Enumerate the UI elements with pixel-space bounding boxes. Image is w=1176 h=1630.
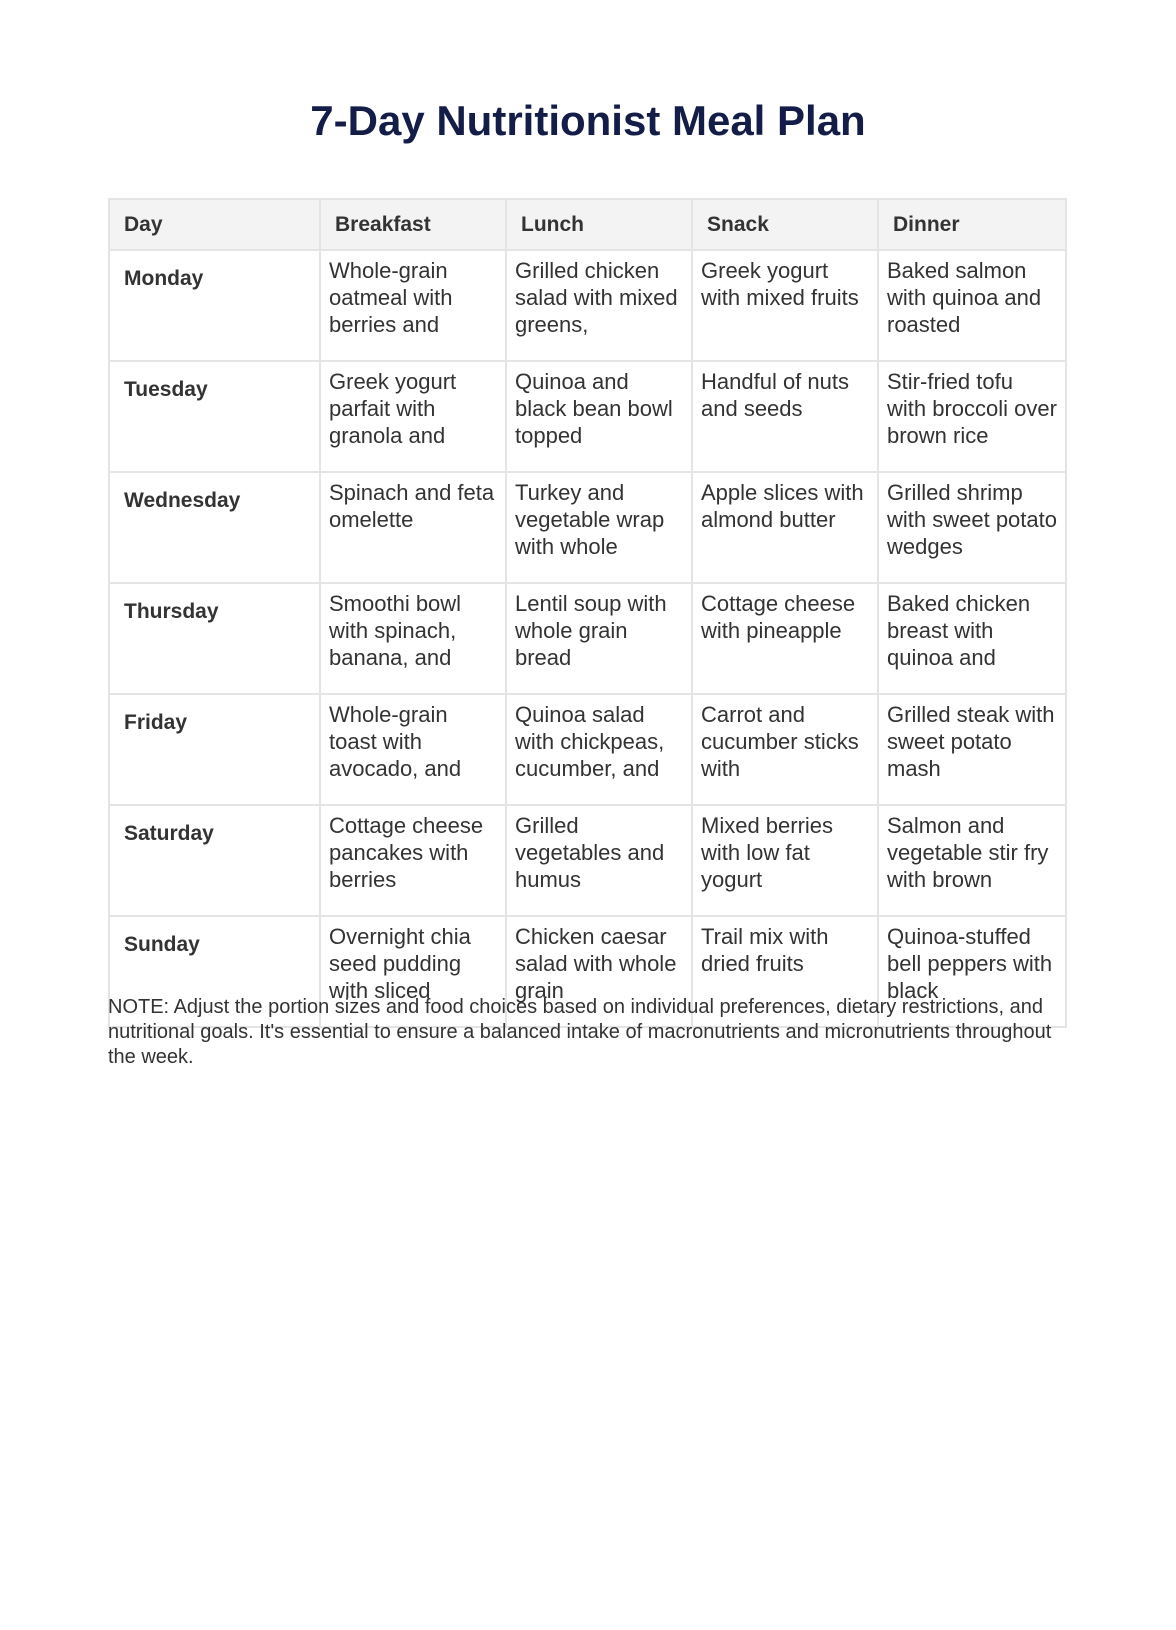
cell-text: Handful of nuts and seeds (701, 369, 849, 421)
lunch-cell (506, 583, 692, 694)
day-cell: Monday (109, 250, 320, 361)
column-header-snack: Snack (692, 199, 878, 250)
breakfast-cell (320, 805, 506, 916)
dinner-cell (878, 694, 1066, 805)
cell-text: Chicken caesar salad with whole grain (515, 924, 677, 1003)
cell-text: Cottage cheese with pineapple (701, 591, 856, 643)
snack-cell (692, 583, 878, 694)
snack-cell (692, 250, 878, 361)
column-header-breakfast: Breakfast (320, 199, 506, 250)
breakfast-cell (320, 472, 506, 583)
table-row (109, 694, 1066, 805)
day-cell: Friday (109, 694, 320, 805)
snack-cell (692, 472, 878, 583)
cell-text: Quinoa-stuffed bell peppers with black (887, 924, 1053, 1003)
cell-text: Cottage cheese pancakes with berries (329, 813, 484, 892)
cell-text: Grilled steak with sweet potato mash (887, 702, 1055, 781)
table-row (109, 805, 1066, 916)
cell-text: Mixed berries with low fat yogurt (701, 813, 834, 892)
dinner-cell (878, 361, 1066, 472)
dinner-cell (878, 583, 1066, 694)
lunch-cell (506, 472, 692, 583)
day-cell: Sunday (109, 916, 320, 1027)
snack-cell (692, 694, 878, 805)
breakfast-cell (320, 361, 506, 472)
table-row (109, 361, 1066, 472)
cell-text: Trail mix with dried fruits (701, 924, 829, 976)
dinner-cell (878, 805, 1066, 916)
cell-text: Lentil soup with whole grain bread (515, 591, 667, 670)
cell-text: Quinoa salad with chickpeas, cucumber, and (515, 702, 665, 781)
breakfast-cell (320, 583, 506, 694)
cell-text: Salmon and vegetable stir fry with brown (887, 813, 1049, 892)
table-row (109, 583, 1066, 694)
cell-text: Turkey and vegetable wrap with whole (515, 480, 665, 559)
cell-text: Spinach and feta omelette (329, 480, 495, 532)
day-cell: Saturday (109, 805, 320, 916)
cell-text: Smoothi bowl with spinach, banana, and (329, 591, 462, 670)
lunch-cell (506, 805, 692, 916)
cell-text: Grilled shrimp with sweet potato wedges (887, 480, 1057, 559)
cell-text: Greek yogurt parfait with granola and (329, 369, 457, 448)
cell-text: Baked salmon with quinoa and roasted (887, 258, 1042, 337)
cell-text: Stir-fried tofu with broccoli over brown rice (887, 369, 1057, 448)
cell-text: Grilled chicken salad with mixed greens, (515, 258, 678, 337)
lunch-cell (506, 694, 692, 805)
cell-text: Carrot and cucumber sticks with (701, 702, 859, 781)
column-header-dinner: Dinner (878, 199, 1066, 250)
column-header-day: Day (109, 199, 320, 250)
cell-text: Quinoa and black bean bowl topped (515, 369, 673, 448)
cell-text: Apple slices with almond butter (701, 480, 864, 532)
table-header-row (109, 199, 1066, 250)
cell-text: Whole-grain toast with avocado, and (329, 702, 462, 781)
breakfast-cell (320, 694, 506, 805)
day-cell: Wednesday (109, 472, 320, 583)
lunch-cell (506, 361, 692, 472)
breakfast-cell (320, 250, 506, 361)
cell-text: Overnight chia seed pudding with sliced (329, 924, 471, 1003)
table-row (109, 250, 1066, 361)
column-header-lunch: Lunch (506, 199, 692, 250)
table-row (109, 472, 1066, 583)
lunch-cell (506, 250, 692, 361)
cell-text: Whole-grain oatmeal with berries and (329, 258, 453, 337)
page-title: 7-Day Nutritionist Meal Plan (310, 97, 866, 144)
dinner-cell (878, 472, 1066, 583)
day-cell: Tuesday (109, 361, 320, 472)
meal-plan-table (108, 198, 1067, 1028)
snack-cell (692, 805, 878, 916)
day-cell: Thursday (109, 583, 320, 694)
snack-cell (692, 361, 878, 472)
cell-text: Greek yogurt with mixed fruits (701, 258, 859, 310)
note-text: NOTE: Adjust the portion sizes and food choices based on individual preferences, dietary restrictions, and nutritional goals. It's essential to ensure a balanced intake of macronutrients and micronutrients throughout the week. (108, 996, 1052, 1068)
dinner-cell (878, 250, 1066, 361)
cell-text: Baked chicken breast with quinoa and (887, 591, 1031, 670)
cell-text: Grilled vegetables and humus (515, 813, 665, 892)
